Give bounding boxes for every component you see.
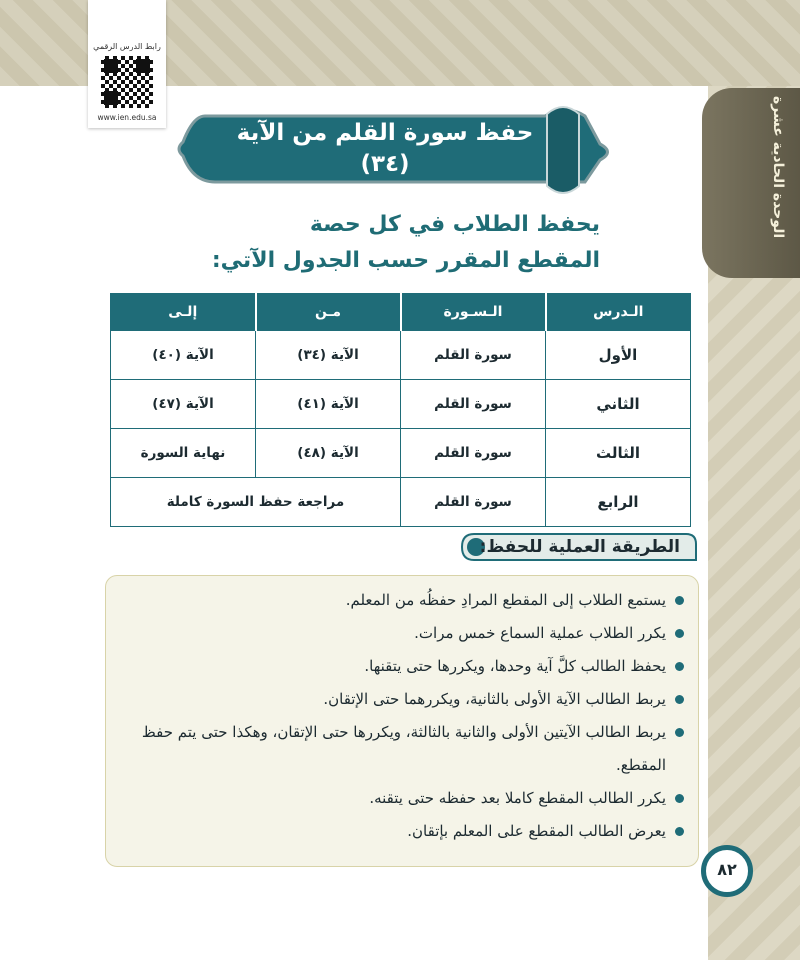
cell-from: الآية (٤١) [256,380,401,429]
cell-from: الآية (٤٨) [256,429,401,478]
list-item [118,782,684,815]
lesson-title [210,118,560,211]
step-text: يحفظ الطالب كلَّ آية وحدها، ويكررها حتى يتقنها. [364,657,666,675]
cell-surah: سورة القلم [401,380,546,429]
list-item [118,650,684,683]
table-header-row [111,294,691,331]
table-row [111,429,691,478]
bullet-icon [675,695,684,704]
steps-list [118,584,684,848]
cell-surah: سورة القلم [401,429,546,478]
schedule-table [110,293,691,527]
step-text: يستمع الطلاب إلى المقطع المرادِ حفظُه من المعلم. [345,591,666,609]
table-row [111,478,691,527]
cell-from: الآية (٣٤) [256,331,401,380]
subheading-line-1: يحفظ الطلاب في كل حصة [309,212,600,237]
cell-surah: سورة القلم [401,331,546,380]
unit-title: الوحدة الحادية عشرة [770,96,786,239]
cell-to: نهاية السورة [111,429,256,478]
cell-lesson: الأول [546,331,691,380]
qr-url: www.ien.edu.sa [97,113,157,122]
list-item [118,815,684,848]
bullet-icon [675,596,684,605]
list-item [118,683,684,716]
cell-lesson: الثاني [546,380,691,429]
table-row [111,380,691,429]
step-text: يربط الطالب الآيتين الأولى والثانية بالثالثة، ويكررها حتى الإتقان، وهكذا حتى يتم حفظ المقطع. [141,723,666,774]
header-from: مـن [256,294,401,331]
cell-lesson: الثالث [546,429,691,478]
bullet-icon [675,728,684,737]
bullet-icon [675,629,684,638]
subheading-line-2: المقطع المقرر حسب الجدول الآتي: [211,248,600,273]
list-item [118,584,684,617]
bullet-icon [675,827,684,836]
step-text: يعرض الطالب المقطع على المعلم بإتقان. [407,822,666,840]
cell-surah: سورة القلم [401,478,546,527]
cell-review: مراجعة حفظ السورة كاملة [111,478,401,527]
cell-to: الآية (٤٠) [111,331,256,380]
table-row [111,331,691,380]
lesson-title-line-2: حتى نهاية السورة [284,182,486,208]
step-text: يكرر الطلاب عملية السماع خمس مرات. [414,624,666,642]
header-surah: الـسـورة [401,294,546,331]
cell-to: الآية (٤٧) [111,380,256,429]
unit-tab [702,88,800,278]
cell-lesson: الرابع [546,478,691,527]
list-item [118,716,684,782]
qr-card[interactable] [88,0,166,128]
bullet-icon [675,662,684,671]
page-number: ٨٢ [701,845,753,897]
header-lesson: الـدرس [546,294,691,331]
qr-label: رابط الدرس الرقمي [93,42,161,51]
lesson-title-line-1: حفظ سورة القلم من الآية (٣٤) [236,120,534,177]
step-text: يربط الطالب الآية الأولى بالثانية، ويكررهما حتى الإتقان. [323,690,666,708]
list-item [118,617,684,650]
header-to: إلـى [111,294,256,331]
bullet-icon [675,794,684,803]
qr-code-icon[interactable] [99,54,155,110]
section-title: الطريقة العملية للحفظ: [479,537,680,557]
step-text: يكرر الطالب المقطع كاملا بعد حفظه حتى يتقنه. [369,789,666,807]
